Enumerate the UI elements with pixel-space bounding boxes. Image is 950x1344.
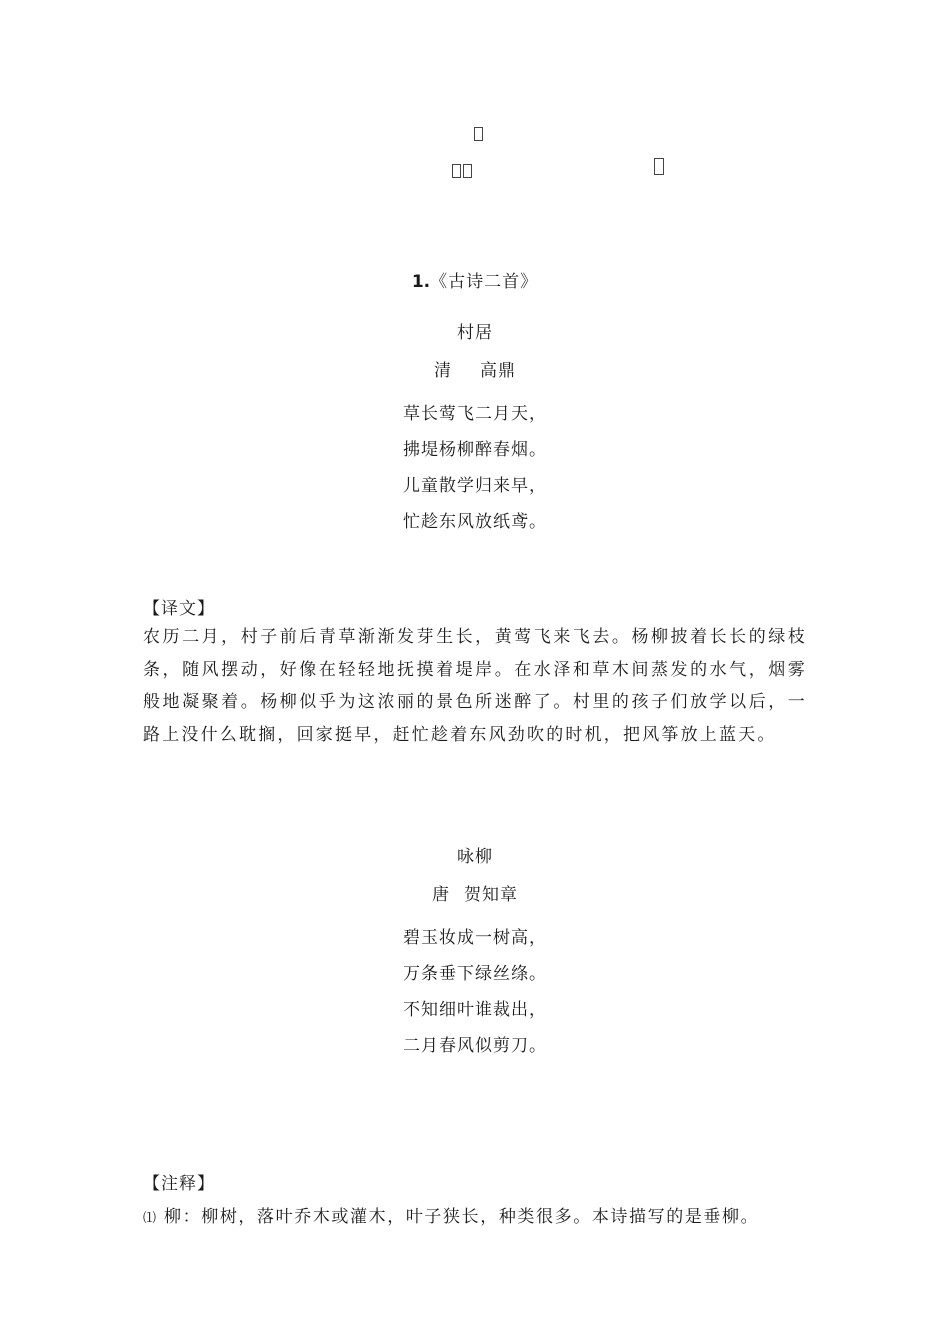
header-glyph-right (654, 156, 666, 176)
missing-glyph-icon (654, 158, 664, 175)
translation-text: 农历二月，村子前后青草渐渐发芽生长，黄莺飞来飞去。杨柳披着长长的绿枝条，随风摆动，好像在轻轻地抚摸着堤岸。在水泽和草木间蒸发的水气，烟雾般地凝聚着。杨柳似乎为这浓丽的景色所迷醉了。村里的孩子们放学以后，一路上没什么耽搁，回家挺早，赶忙趁着东风劲吹的时机，把风筝放上蓝天。 (143, 627, 807, 745)
missing-glyph-icon (452, 164, 461, 178)
header-glyph-top (474, 126, 485, 141)
missing-glyph-icon (463, 164, 472, 178)
poem2-author: 贺知章 (464, 885, 518, 905)
header-glyph-left (452, 160, 474, 179)
poem2-title: 咏柳 (457, 847, 493, 867)
lesson-number: 1. (411, 272, 431, 292)
translation-label: 【译文】 (143, 599, 215, 619)
poem1-line: 草长莺飞二月天， (403, 404, 547, 424)
poem2-author-line (0, 880, 950, 905)
lesson-title-text: 《古诗二首》 (430, 272, 539, 292)
poem2-line: 不知细叶谁裁出， (403, 1000, 547, 1020)
lesson-title (0, 267, 950, 292)
poem1-line: 忙趁东风放纸鸢。 (403, 512, 547, 532)
note-item (143, 1202, 813, 1227)
missing-glyph-icon (474, 127, 483, 141)
note-text: 柳：柳树，落叶乔木或灌木，叶子狭长，种类很多。本诗描写的是垂柳。 (164, 1207, 760, 1227)
note-marker: ⑴ (143, 1211, 157, 1226)
poem1-line: 儿童散学归来早， (403, 476, 547, 496)
poem1-body (0, 396, 950, 540)
poem2-line: 二月春风似剪刀。 (403, 1036, 547, 1056)
notes-label: 【注释】 (143, 1174, 215, 1194)
poem2-line: 万条垂下绿丝绦。 (403, 964, 547, 984)
poem1-line: 拂堤杨柳醉春烟。 (403, 440, 547, 460)
poem1-author: 高鼎 (480, 361, 516, 381)
poem2-dynasty: 唐 (432, 885, 450, 905)
poem1-dynasty: 清 (434, 361, 452, 381)
poem2-line: 碧玉妆成一树高， (403, 928, 547, 948)
poem2-body (0, 920, 950, 1064)
poem1-author-line (0, 356, 950, 381)
poem1-title: 村居 (457, 323, 493, 343)
